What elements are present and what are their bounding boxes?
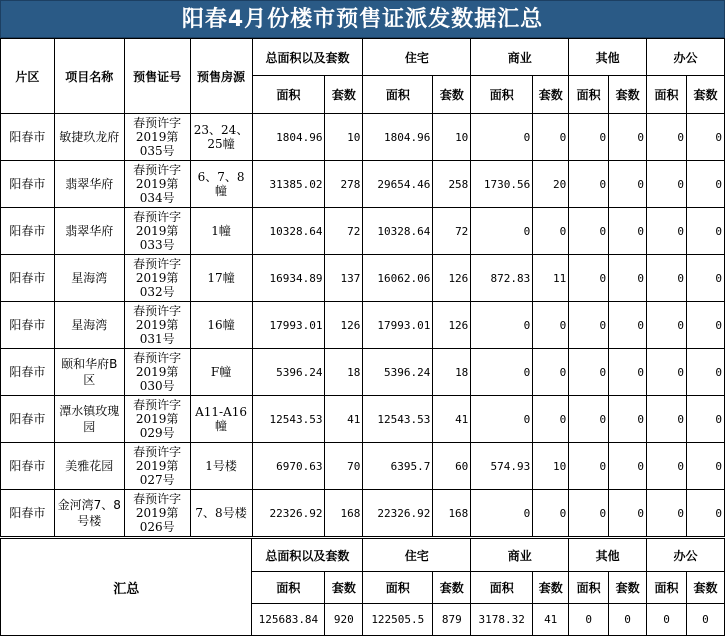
cell-off-area: 0 [647, 349, 687, 396]
cell-off-area: 0 [647, 490, 687, 537]
summary-label: 汇总 [1, 539, 252, 636]
cell-project: 星海湾 [54, 255, 124, 302]
cell-total-units: 18 [325, 349, 363, 396]
cell-off-units: 0 [686, 161, 724, 208]
subheader-area: 面积 [647, 76, 687, 114]
summary-subheader-area: 面积 [252, 572, 325, 604]
cell-buildings: 23、24、25幢 [190, 114, 252, 161]
cell-res-area: 12543.53 [363, 396, 433, 443]
cell-res-area: 1804.96 [363, 114, 433, 161]
summary-subheader-area: 面积 [569, 572, 609, 604]
cell-com-area: 0 [471, 349, 533, 396]
cell-total-area: 31385.02 [252, 161, 325, 208]
header-license: 预售证号 [124, 39, 190, 114]
cell-license: 春预许字2019第031号 [124, 302, 190, 349]
summary-com-area: 3178.32 [471, 604, 533, 636]
cell-total-units: 126 [325, 302, 363, 349]
cell-buildings: 1幢 [190, 208, 252, 255]
cell-buildings: F幢 [190, 349, 252, 396]
cell-total-area: 5396.24 [252, 349, 325, 396]
cell-com-units: 0 [533, 349, 569, 396]
summary-res-units: 879 [433, 604, 471, 636]
table-row [1, 161, 725, 208]
cell-oth-units: 0 [609, 114, 647, 161]
cell-project: 潭水镇玫瑰园 [54, 396, 124, 443]
cell-license: 春预许字2019第033号 [124, 208, 190, 255]
summary-oth-area: 0 [569, 604, 609, 636]
summary-subheader-area: 面积 [471, 572, 533, 604]
cell-oth-area: 0 [569, 396, 609, 443]
subheader-units: 套数 [609, 76, 647, 114]
summary-subheader-units: 套数 [609, 572, 647, 604]
cell-off-units: 0 [686, 349, 724, 396]
cell-off-units: 0 [686, 208, 724, 255]
cell-com-units: 10 [533, 443, 569, 490]
cell-oth-area: 0 [569, 255, 609, 302]
cell-com-units: 0 [533, 490, 569, 537]
cell-district: 阳春市 [1, 255, 55, 302]
header-buildings: 预售房源 [190, 39, 252, 114]
summary-subheader-area: 面积 [647, 572, 687, 604]
cell-oth-units: 0 [609, 396, 647, 443]
cell-license: 春预许字2019第026号 [124, 490, 190, 537]
summary-off-units: 0 [686, 604, 724, 636]
header-residential: 住宅 [363, 39, 471, 76]
subheader-units: 套数 [686, 76, 724, 114]
cell-com-area: 0 [471, 490, 533, 537]
cell-com-units: 11 [533, 255, 569, 302]
subheader-area: 面积 [471, 76, 533, 114]
cell-district: 阳春市 [1, 396, 55, 443]
cell-oth-units: 0 [609, 208, 647, 255]
subheader-units: 套数 [533, 76, 569, 114]
cell-oth-units: 0 [609, 161, 647, 208]
subheader-area: 面积 [569, 76, 609, 114]
cell-res-units: 126 [433, 302, 471, 349]
cell-district: 阳春市 [1, 302, 55, 349]
summary-subheader-area: 面积 [363, 572, 433, 604]
header-office: 办公 [647, 39, 725, 76]
cell-license: 春预许字2019第029号 [124, 396, 190, 443]
summary-oth-units: 0 [609, 604, 647, 636]
cell-project: 美雅花园 [54, 443, 124, 490]
cell-project: 翡翠华府 [54, 208, 124, 255]
cell-total-units: 137 [325, 255, 363, 302]
cell-res-units: 18 [433, 349, 471, 396]
table-row [1, 114, 725, 161]
cell-res-units: 41 [433, 396, 471, 443]
summary-table [0, 538, 725, 636]
summary-subheader-units: 套数 [325, 572, 363, 604]
cell-off-area: 0 [647, 443, 687, 490]
cell-district: 阳春市 [1, 114, 55, 161]
summary-header-commercial: 商业 [471, 539, 569, 572]
cell-com-units: 0 [533, 208, 569, 255]
cell-oth-area: 0 [569, 443, 609, 490]
cell-res-area: 22326.92 [363, 490, 433, 537]
cell-total-area: 1804.96 [252, 114, 325, 161]
cell-project: 星海湾 [54, 302, 124, 349]
cell-project: 颐和华府B区 [54, 349, 124, 396]
cell-off-area: 0 [647, 255, 687, 302]
cell-oth-area: 0 [569, 349, 609, 396]
summary-com-units: 41 [533, 604, 569, 636]
cell-res-units: 60 [433, 443, 471, 490]
cell-com-units: 0 [533, 302, 569, 349]
cell-off-area: 0 [647, 208, 687, 255]
cell-total-area: 12543.53 [252, 396, 325, 443]
cell-district: 阳春市 [1, 490, 55, 537]
cell-off-units: 0 [686, 302, 724, 349]
summary-subheader-units: 套数 [533, 572, 569, 604]
cell-off-area: 0 [647, 161, 687, 208]
cell-total-area: 6970.63 [252, 443, 325, 490]
cell-total-area: 16934.89 [252, 255, 325, 302]
cell-oth-units: 0 [609, 490, 647, 537]
table-row [1, 490, 725, 537]
header-total: 总面积以及套数 [252, 39, 363, 76]
cell-off-units: 0 [686, 114, 724, 161]
cell-oth-area: 0 [569, 490, 609, 537]
cell-oth-units: 0 [609, 443, 647, 490]
header-project: 项目名称 [54, 39, 124, 114]
cell-off-units: 0 [686, 490, 724, 537]
summary-header-office: 办公 [647, 539, 725, 572]
cell-off-area: 0 [647, 114, 687, 161]
cell-res-area: 10328.64 [363, 208, 433, 255]
subheader-area: 面积 [252, 76, 325, 114]
cell-com-units: 20 [533, 161, 569, 208]
cell-com-area: 0 [471, 396, 533, 443]
cell-res-area: 29654.46 [363, 161, 433, 208]
cell-total-units: 168 [325, 490, 363, 537]
cell-buildings: 16幢 [190, 302, 252, 349]
table-row [1, 302, 725, 349]
summary-header-other: 其他 [569, 539, 647, 572]
cell-oth-units: 0 [609, 255, 647, 302]
table-row [1, 443, 725, 490]
cell-com-area: 0 [471, 302, 533, 349]
table-row [1, 208, 725, 255]
cell-project: 敏捷玖龙府 [54, 114, 124, 161]
cell-total-area: 10328.64 [252, 208, 325, 255]
cell-off-units: 0 [686, 396, 724, 443]
subheader-units: 套数 [325, 76, 363, 114]
summary-total-area: 125683.84 [252, 604, 325, 636]
cell-license: 春预许字2019第035号 [124, 114, 190, 161]
cell-oth-area: 0 [569, 302, 609, 349]
cell-off-area: 0 [647, 302, 687, 349]
summary-header-total: 总面积以及套数 [252, 539, 363, 572]
header-other: 其他 [569, 39, 647, 76]
cell-license: 春预许字2019第030号 [124, 349, 190, 396]
cell-res-units: 258 [433, 161, 471, 208]
cell-com-area: 0 [471, 208, 533, 255]
presale-table [0, 38, 725, 537]
cell-buildings: A11-A16幢 [190, 396, 252, 443]
page-title: 阳春4月份楼市预售证派发数据汇总 [0, 0, 725, 38]
cell-off-units: 0 [686, 443, 724, 490]
summary-subheader-units: 套数 [686, 572, 724, 604]
cell-res-units: 10 [433, 114, 471, 161]
cell-res-units: 168 [433, 490, 471, 537]
cell-buildings: 6、7、8幢 [190, 161, 252, 208]
cell-district: 阳春市 [1, 443, 55, 490]
cell-oth-area: 0 [569, 161, 609, 208]
cell-res-units: 72 [433, 208, 471, 255]
cell-oth-area: 0 [569, 208, 609, 255]
summary-total-units: 920 [325, 604, 363, 636]
table-row [1, 255, 725, 302]
cell-total-area: 17993.01 [252, 302, 325, 349]
subheader-area: 面积 [363, 76, 433, 114]
cell-buildings: 1号楼 [190, 443, 252, 490]
cell-license: 春预许字2019第027号 [124, 443, 190, 490]
header-district: 片区 [1, 39, 55, 114]
table-row [1, 349, 725, 396]
summary-subheader-units: 套数 [433, 572, 471, 604]
cell-res-area: 17993.01 [363, 302, 433, 349]
cell-district: 阳春市 [1, 349, 55, 396]
cell-res-area: 5396.24 [363, 349, 433, 396]
cell-license: 春预许字2019第034号 [124, 161, 190, 208]
cell-total-area: 22326.92 [252, 490, 325, 537]
cell-off-area: 0 [647, 396, 687, 443]
cell-res-area: 6395.7 [363, 443, 433, 490]
cell-res-area: 16062.06 [363, 255, 433, 302]
cell-total-units: 72 [325, 208, 363, 255]
cell-com-units: 0 [533, 396, 569, 443]
cell-license: 春预许字2019第032号 [124, 255, 190, 302]
subheader-units: 套数 [433, 76, 471, 114]
cell-com-units: 0 [533, 114, 569, 161]
cell-project: 金河湾7、8号楼 [54, 490, 124, 537]
cell-buildings: 7、8号楼 [190, 490, 252, 537]
summary-off-area: 0 [647, 604, 687, 636]
cell-district: 阳春市 [1, 161, 55, 208]
header-commercial: 商业 [471, 39, 569, 76]
cell-off-units: 0 [686, 255, 724, 302]
cell-oth-area: 0 [569, 114, 609, 161]
cell-res-units: 126 [433, 255, 471, 302]
cell-com-area: 0 [471, 114, 533, 161]
summary-res-area: 122505.5 [363, 604, 433, 636]
cell-total-units: 10 [325, 114, 363, 161]
cell-oth-units: 0 [609, 302, 647, 349]
cell-com-area: 872.83 [471, 255, 533, 302]
cell-com-area: 1730.56 [471, 161, 533, 208]
cell-com-area: 574.93 [471, 443, 533, 490]
cell-project: 翡翠华府 [54, 161, 124, 208]
cell-total-units: 278 [325, 161, 363, 208]
cell-buildings: 17幢 [190, 255, 252, 302]
cell-oth-units: 0 [609, 349, 647, 396]
table-row [1, 396, 725, 443]
cell-district: 阳春市 [1, 208, 55, 255]
cell-total-units: 70 [325, 443, 363, 490]
summary-header-residential: 住宅 [363, 539, 471, 572]
cell-total-units: 41 [325, 396, 363, 443]
